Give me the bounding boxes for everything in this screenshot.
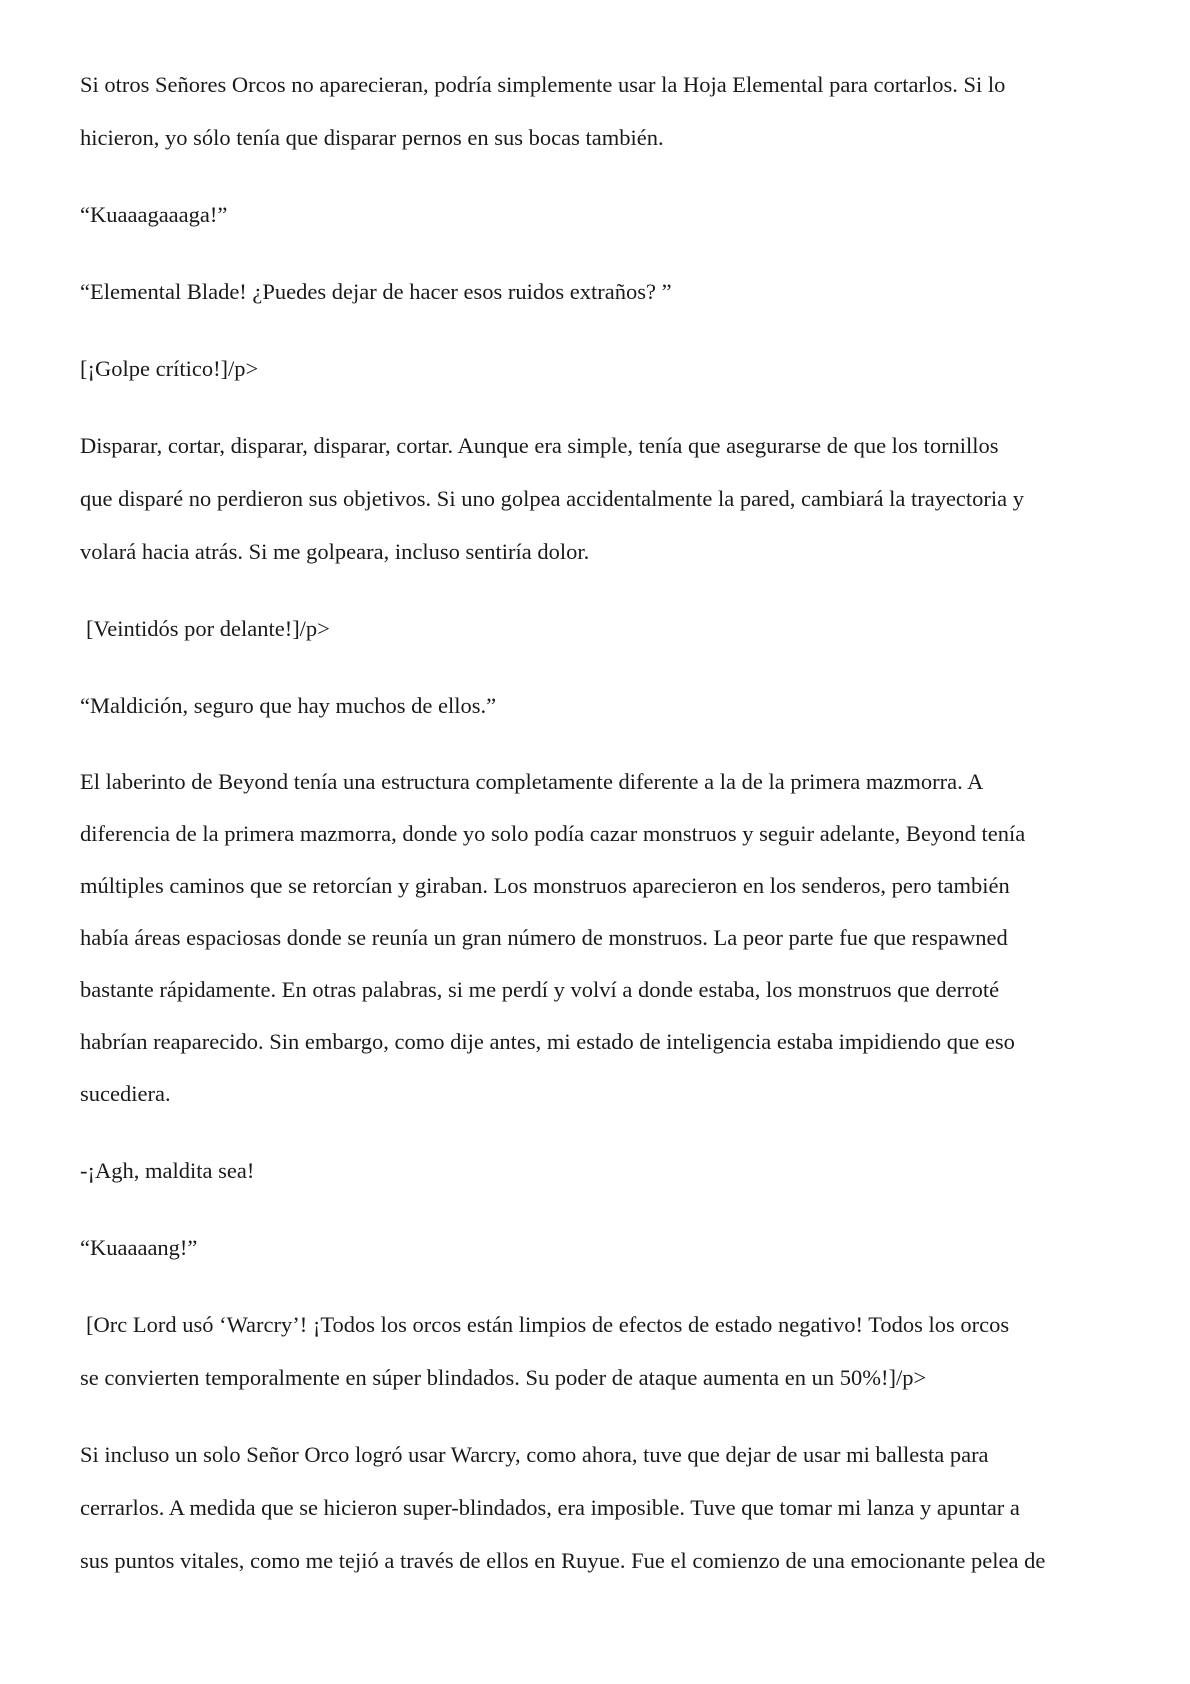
- text-line: [Orc Lord usó ‘Warcry’! ¡Todos los orcos están limpios de efectos de estado negativo! Todos los orcos: [86, 1312, 1010, 1337]
- text-line: hicieron, yo sólo tenía que disparar pernos en sus bocas también.: [80, 125, 664, 150]
- document-page: [80, 58, 1120, 1587]
- text-line: [Veintidós por delante!]/p>: [86, 616, 330, 641]
- text-line: habrían reaparecido. Sin embargo, como dije antes, mi estado de inteligencia estaba impidiendo que eso: [80, 1029, 1015, 1054]
- text-line: “Kuaaagaaaga!”: [80, 202, 228, 227]
- text-line: “Maldición, seguro que hay muchos de ellos.”: [80, 693, 497, 718]
- paragraph: [80, 1428, 1120, 1587]
- text-line: “Kuaaaang!”: [80, 1235, 198, 1260]
- text-line: Si otros Señores Orcos no aparecieran, podría simplemente usar la Hoja Elemental para cortarlos. Si lo: [80, 72, 1006, 97]
- text-line: [¡Golpe crítico!]/p>: [80, 356, 259, 381]
- paragraph: [80, 756, 1120, 1120]
- text-line: que disparé no perdieron sus objetivos. Si uno golpea accidentalmente la pared, cambiará la trayectoria y: [80, 486, 1025, 511]
- text-line: bastante rápidamente. En otras palabras, si me perdí y volví a donde estaba, los monstruos que derroté: [80, 977, 1000, 1002]
- text-line: Si incluso un solo Señor Orco logró usar Warcry, como ahora, tuve que dejar de usar mi ballesta para: [80, 1442, 989, 1467]
- paragraph: [80, 679, 1120, 732]
- text-line: El laberinto de Beyond tenía una estructura completamente diferente a la de la primera mazmorra. A: [80, 769, 984, 794]
- text-line: sucediera.: [80, 1081, 171, 1106]
- text-line: había áreas espaciosas donde se reunía un gran número de monstruos. La peor parte fue que respawned: [80, 925, 1008, 950]
- text-line: múltiples caminos que se retorcían y giraban. Los monstruos aparecieron en los senderos, pero también: [80, 873, 1010, 898]
- paragraph: [80, 188, 1120, 241]
- paragraph: [80, 602, 1120, 655]
- paragraph: [80, 1298, 1120, 1404]
- paragraph: [80, 419, 1120, 578]
- paragraph: [80, 1144, 1120, 1197]
- text-line: se convierten temporalmente en súper blindados. Su poder de ataque aumenta en un 50%!]/p>: [80, 1365, 927, 1390]
- text-line: -¡Agh, maldita sea!: [80, 1158, 255, 1183]
- paragraph: [80, 342, 1120, 395]
- paragraph: [80, 1221, 1120, 1274]
- paragraph: [80, 58, 1120, 164]
- text-line: “Elemental Blade! ¿Puedes dejar de hacer esos ruidos extraños? ”: [80, 279, 672, 304]
- paragraph: [80, 265, 1120, 318]
- text-line: Disparar, cortar, disparar, disparar, cortar. Aunque era simple, tenía que asegurarse de que los tornillos: [80, 433, 999, 458]
- text-line: diferencia de la primera mazmorra, donde yo solo podía cazar monstruos y seguir adelante, Beyond tenía: [80, 821, 1026, 846]
- text-line: sus puntos vitales, como me tejió a través de ellos en Ruyue. Fue el comienzo de una emocionante pelea de: [80, 1548, 1046, 1573]
- text-line: cerrarlos. A medida que se hicieron super-blindados, era imposible. Tuve que tomar mi lanza y apuntar a: [80, 1495, 1020, 1520]
- text-line: volará hacia atrás. Si me golpeara, incluso sentiría dolor.: [80, 539, 590, 564]
